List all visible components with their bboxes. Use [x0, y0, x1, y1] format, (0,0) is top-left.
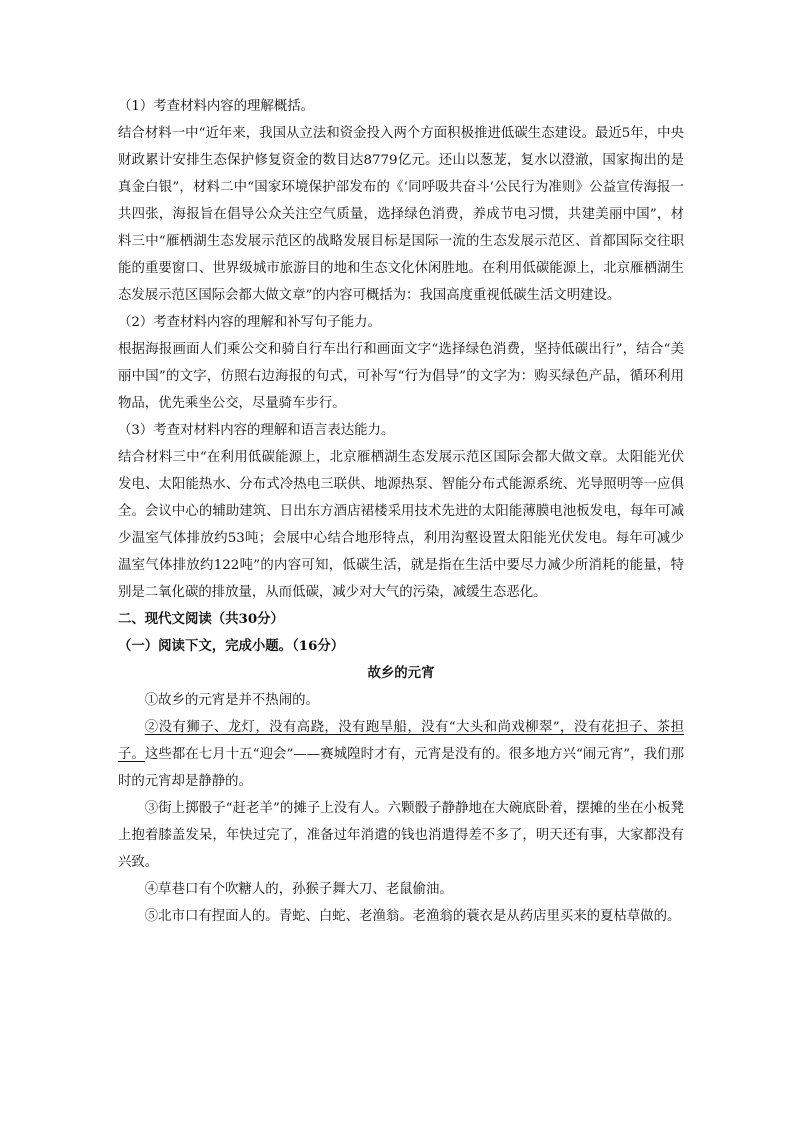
section-heading-3: （3）考查对材料内容的理解和语言表达能力。 — [118, 423, 395, 438]
reading-instruction: （一）阅读下文，完成小题。（16分） — [118, 638, 345, 654]
underlined-sentence: ②没有狮子、龙灯，没有高跷，没有跑旱船，没有“大头和尚戏柳翠”，没有花担子、茶担子。 — [118, 720, 684, 762]
essay-paragraph-3: ③街上掷骰子“赶老羊”的摊子上没有人。六颗骰子静静地在大碗底卧着，摆摊的坐在小板凳上抱着膝盖发呆，年快过完了，准备过年消遣的钱也消遣得差不多了，明天还有事，大家都没有兴致。 — [118, 801, 684, 870]
essay-title: 故乡的元宵 — [367, 665, 435, 681]
document-page — [118, 93, 684, 930]
part-two-heading: 二、现代文阅读（共30分） — [118, 611, 284, 627]
section-heading-1: （1）考查材料内容的理解概括。 — [118, 99, 314, 114]
section-body-3: 结合材料三中“在利用低碳能源上，北京雁栖湖生态发展示范区国际会都大做文章。太阳能光伏发电、太阳能热水、分布式冷热电三联供、地源热泵、智能分布式能源系统、光导照明等一应俱全。会议中心的辅助建筑、日出东方酒店裙楼采用技术先进的太阳能薄膜电池板发电，每年可减少温室气体排放约53吨；会展中心结合地形特点，利用沟壑设置太阳能光伏发电。每年可减少温室气体排放约122吨”的内容可知，低碳生活，就是指在生活中要尽力减少所消耗的能量，特别是二氧化碳的排放量，从而低碳，减少对大气的污染，减缓生态恶化。 — [118, 450, 684, 600]
section-body-2: 根据海报画面人们乘公交和骑自行车出行和画面文字“选择绿色消费，坚持低碳出行”，结合“美丽中国”的文字，仿照右边海报的句式，可补写“行为倡导”的文字为：购买绿色产品，循环利用物品，优先乘坐公交，尽量骑车步行。 — [118, 342, 684, 411]
essay-paragraph-1: ①故乡的元宵是并不热闹的。 — [144, 693, 319, 708]
paragraph-2-rest: 这些都在七月十五“迎会”——赛城隍时才有，元宵是没有的。很多地方兴“闹元宵”，我们那时的元宵却是静静的。 — [118, 747, 685, 789]
essay-paragraph-4: ④草巷口有个吹糖人的，孙猴子舞大刀、老鼠偷油。 — [144, 882, 453, 897]
essay-paragraph-5: ⑤北市口有捏面人的。青蛇、白蛇、老渔翁。老渔翁的蓑衣是从药店里买来的夏枯草做的。 — [144, 909, 681, 924]
section-heading-2: （2）考查材料内容的理解和补写句子能力。 — [118, 315, 381, 330]
section-body-1: 结合材料一中“近年来，我国从立法和资金投入两个方面积极推进低碳生态建设。最近5年，中央财政累计安排生态保护修复资金的数目达8779亿元。还山以葱茏，复水以澄澈，国家掏出的是真金白银”，材料二中“国家环境保护部发布的《‘同呼吸共奋斗’公民行为准则》公益宣传海报一共四张，海报旨在倡导公众关注空气质量，选择绿色消费，养成节电习惯，共建美丽中国”，材料三中“雁栖湖生态发展示范区的战略发展目标是国际一流的生态发展示范区、首都国际交往职能的重要窗口、世界级城市旅游目的地和生态文化休闲胜地。在利用低碳能源上，北京雁栖湖生态发展示范区国际会都大做文章”的内容可概括为：我国高度重视低碳生活文明建设。 — [118, 126, 684, 303]
essay-paragraph-2 — [118, 714, 684, 795]
